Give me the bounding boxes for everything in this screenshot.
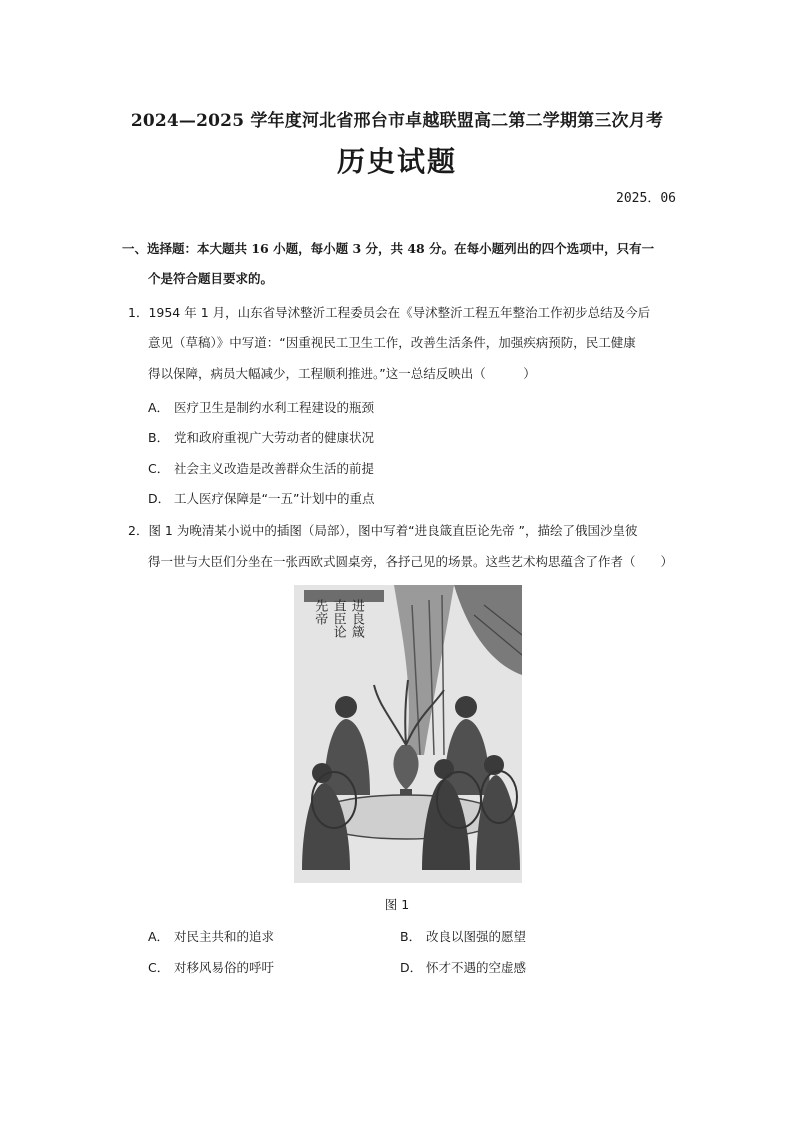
- option-label: C．: [148, 960, 170, 975]
- option-label: B．: [400, 929, 422, 944]
- inscription-column: 先帝: [312, 599, 328, 625]
- question-2-option-c: [148, 958, 274, 976]
- exam-title: 2024—2025 学年度河北省邢台市卓越联盟高二第二学期第三次月考: [130, 111, 664, 131]
- option-text: 工人医疗保障是“一五”计划中的重点: [174, 491, 375, 506]
- option-label: A．: [148, 400, 170, 415]
- question-1-stem-line-2: 意见（草稿）》中写道：“因重视民工卫生工作，改善生活条件，加强疾病预防，民工健康: [148, 335, 636, 350]
- option-text: 对民主共和的追求: [174, 929, 275, 944]
- question-1-stem-line-3: 得以保障，病员大幅减少，工程顺利推进。”这一总结反映出（ ）: [148, 366, 536, 381]
- inscription-column: 进良箴: [348, 599, 364, 638]
- question-2-stem-line-1: 2．图 1 为晚清某小说中的插图（局部），图中写着“进良箴直臣论先帝 ”，描绘了俄国沙皇彼: [128, 523, 638, 538]
- option-label: A．: [148, 929, 170, 944]
- section-heading-line-2: 个是符合题目要求的。: [148, 271, 274, 286]
- question-1-option-b: [148, 428, 374, 446]
- section-heading-line-1: 一、选择题：本大题共 16 小题，每小题 3 分，共 48 分。在每小题列出的四个选项中，只有一: [122, 241, 655, 256]
- question-2-option-d: [400, 958, 526, 976]
- question-2-stem-line-2: 得一世与大臣们分坐在一张西欧式圆桌旁，各抒己见的场景。这些艺术构思蕴含了作者（ ）: [148, 554, 674, 569]
- option-label: C．: [148, 461, 170, 476]
- exam-date: 2025．06: [616, 191, 676, 206]
- illustration-inscription: [312, 599, 363, 638]
- option-text: 对移风易俗的呼吁: [174, 960, 275, 975]
- option-label: D．: [400, 960, 423, 975]
- option-text: 社会主义改造是改善群众生活的前提: [174, 461, 375, 476]
- question-1-option-d: [148, 489, 374, 507]
- option-text: 医疗卫生是制约水利工程建设的瓶颈: [174, 400, 375, 415]
- question-1-stem-line-1: 1．1954 年 1 月，山东省导沭整沂工程委员会在《导沭整沂工程五年整治工作初步总结及今后: [128, 305, 651, 320]
- figure-caption: 图 1: [384, 897, 410, 912]
- option-text: 改良以图强的愿望: [426, 929, 527, 944]
- option-label: D．: [148, 491, 171, 506]
- question-2-option-b: [400, 927, 526, 945]
- figure-1-illustration: [294, 585, 522, 883]
- option-text: 怀才不遇的空虚感: [426, 960, 527, 975]
- option-label: B．: [148, 430, 170, 445]
- question-2-option-a: [148, 927, 274, 945]
- inscription-column: 直臣论: [330, 599, 346, 638]
- subject-title: 历史试题: [336, 145, 457, 178]
- question-1-option-a: [148, 398, 374, 416]
- question-1-option-c: [148, 459, 374, 477]
- option-text: 党和政府重视广大劳动者的健康状况: [174, 430, 375, 445]
